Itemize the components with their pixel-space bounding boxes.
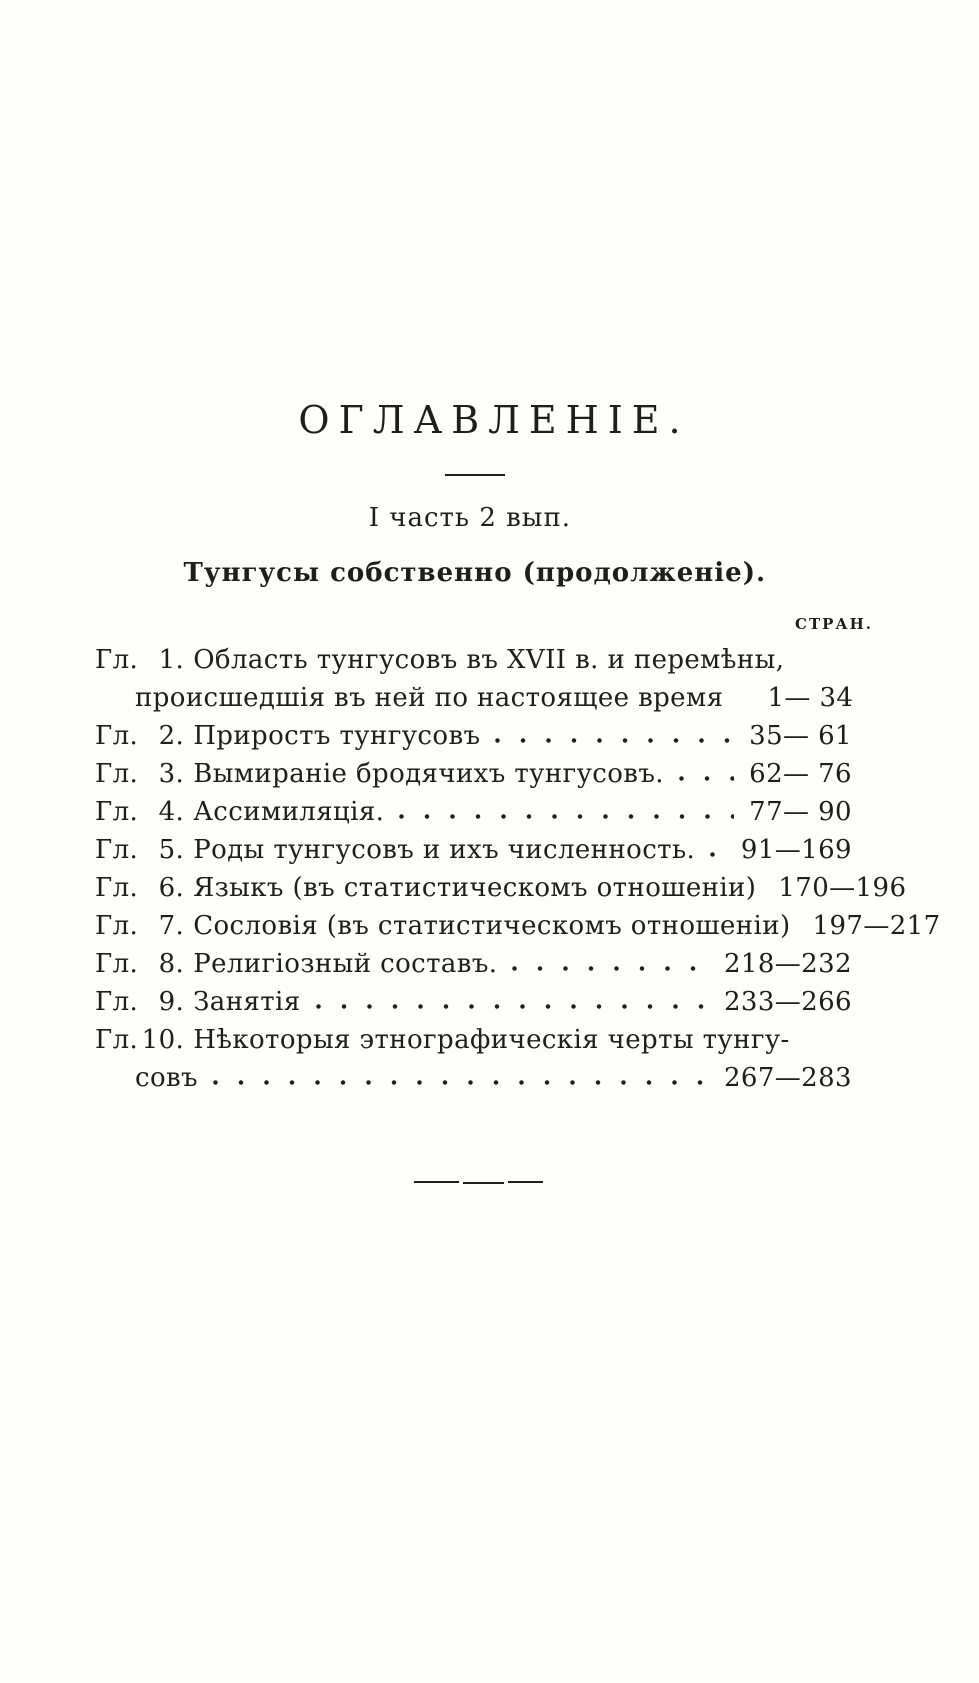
rule-segment <box>414 1181 459 1183</box>
bottom-divider-rule <box>414 1181 543 1184</box>
dot-leader <box>492 737 734 744</box>
chapter-label: Гл. <box>95 1025 139 1055</box>
pages-column-header: СТРАН. <box>795 615 873 633</box>
chapter-number: 7. <box>158 911 185 941</box>
rule-segment <box>463 1182 504 1184</box>
page-range: 1— 34 <box>767 683 854 713</box>
toc-entry-4 <box>95 793 852 831</box>
chapter-number: 6. <box>158 873 185 903</box>
chapter-title: Религіозный составъ. <box>193 949 498 979</box>
toc-entry-1-line-1 <box>95 641 852 679</box>
chapter-number: 4. <box>158 797 185 827</box>
chapter-label: Гл. <box>95 987 139 1017</box>
toc-entry-7 <box>95 907 941 945</box>
chapter-number: 10. <box>141 1025 185 1055</box>
chapter-title: Сословія (въ статистическомъ отношеніи) <box>193 911 791 941</box>
chapter-label: Гл. <box>95 797 139 827</box>
page-range: 35— 61 <box>749 721 852 751</box>
page-range: 267—283 <box>723 1063 852 1093</box>
page-range: 233—266 <box>723 987 852 1017</box>
chapter-title: Вымираніе бродячихъ тунгусовъ. <box>193 759 664 789</box>
page-title: ОГЛАВЛЕНІЕ. <box>298 398 690 442</box>
title-divider-rule <box>445 474 505 476</box>
rule-segment <box>508 1181 543 1183</box>
toc-entry-9 <box>95 983 852 1021</box>
chapter-title-continuation: происшедшія въ ней по настоящее время <box>135 683 724 713</box>
chapter-title: Ассимиляція. <box>193 797 385 827</box>
page-range: 170—196 <box>778 873 907 903</box>
dot-leader <box>210 1079 714 1086</box>
chapter-number: 8. <box>158 949 185 979</box>
part-heading: I часть 2 вып. <box>368 503 572 533</box>
toc-entry-2 <box>95 717 852 755</box>
toc-entry-3 <box>95 755 852 793</box>
dot-leader <box>707 851 731 858</box>
page-range: 218—232 <box>723 949 852 979</box>
chapter-number: 1. <box>158 645 185 675</box>
toc-entry-1-line-2 <box>95 679 852 717</box>
chapter-title: Нѣкоторыя этнографическія черты тунгу- <box>193 1025 790 1055</box>
dot-leader <box>509 965 714 972</box>
dot-leader <box>396 813 734 820</box>
chapter-title: Языкъ (въ статистическомъ отношеніи) <box>193 873 757 903</box>
chapter-label: Гл. <box>95 835 139 865</box>
dot-leader <box>676 775 734 782</box>
chapter-title: Приростъ тунгусовъ <box>193 721 481 751</box>
chapter-number: 9. <box>158 987 185 1017</box>
chapter-label: Гл. <box>95 873 139 903</box>
toc-entry-10-line-2 <box>95 1059 852 1097</box>
chapter-title-continuation: совъ <box>135 1063 198 1093</box>
table-of-contents <box>95 641 941 1097</box>
dot-leader <box>313 1003 714 1010</box>
page-range: 77— 90 <box>749 797 852 827</box>
toc-entry-6 <box>95 869 907 907</box>
chapter-title: Область тунгусовъ въ XVII в. и перемѣны, <box>193 645 785 675</box>
chapter-title: Занятія <box>193 987 301 1017</box>
chapter-number: 2. <box>158 721 185 751</box>
page-range: 91—169 <box>740 835 852 865</box>
toc-entry-10-line-1 <box>95 1021 852 1059</box>
chapter-title: Роды тунгусовъ и ихъ численность. <box>193 835 696 865</box>
page-range: 62— 76 <box>749 759 852 789</box>
chapter-label: Гл. <box>95 949 139 979</box>
toc-entry-5 <box>95 831 852 869</box>
chapter-label: Гл. <box>95 911 139 941</box>
toc-entry-8 <box>95 945 852 983</box>
chapter-number: 5. <box>158 835 185 865</box>
section-heading: Тунгусы собственно (продолженіе). <box>183 558 767 588</box>
chapter-label: Гл. <box>95 759 139 789</box>
chapter-label: Гл. <box>95 645 139 675</box>
chapter-label: Гл. <box>95 721 139 751</box>
page-range: 197—217 <box>812 911 941 941</box>
chapter-number: 3. <box>158 759 185 789</box>
